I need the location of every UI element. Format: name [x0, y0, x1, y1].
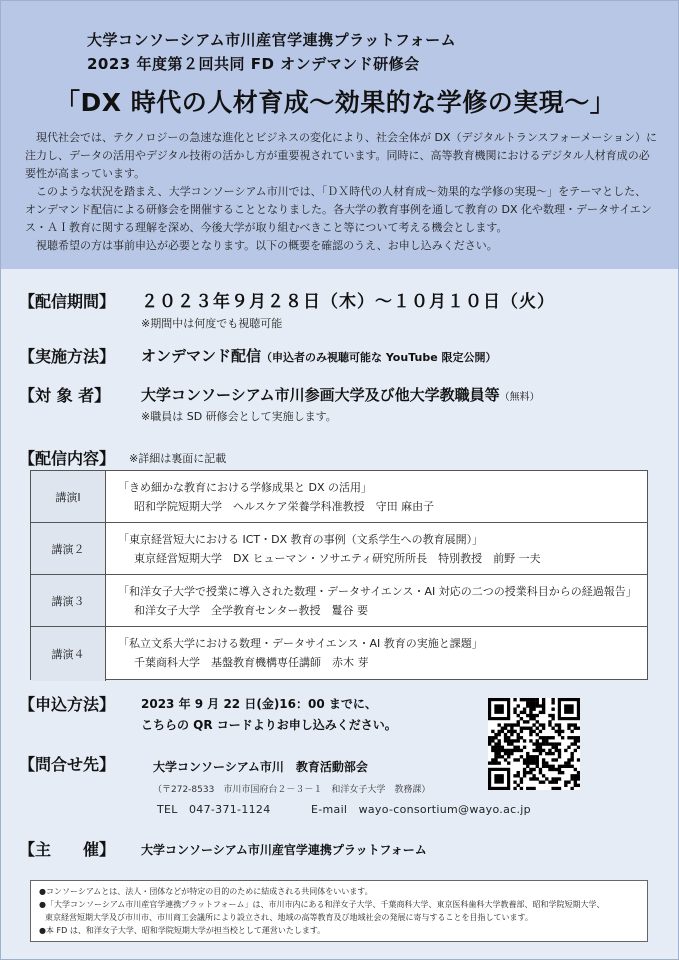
intro-paragraph-2: このような状況を踏まえ、大学コンソーシアム市川では、「ＤＸ時代の人材育成～効果的な学修の実現～」をテーマとした、オンデマンド配信による研修会を開催することとなりました。各大学の教育事例を通して教育の DX 化や数理・データサイエンス・ＡＩ教育に関する理解を深め、今後大学が取り組むべきこと等について考える機会とします。	[25, 185, 652, 234]
contact-label: 【問合せ先】	[19, 755, 116, 774]
lecture-title: 「私立文系大学における数理・データサイエンス・AI 教育の実施と課題」	[118, 637, 483, 650]
host-label: 【主 催】	[19, 840, 116, 859]
lecture-title: 「和洋女子大学で授業に導入された数理・データサイエンス・AI 対応の二つの授業科目からの経過報告」	[118, 585, 637, 598]
intro-paragraph-3: 視聴希望の方は事前申込が必要となります。以下の概要を確認のうえ、お申し込みください。	[36, 239, 498, 252]
lecture-row	[31, 575, 647, 627]
footnote-2-continued: 東京経営短期大学及び市川市、市川商工会議所により設立され、地域の高等教育及び地域社会の発展に寄与することを目指しています。	[45, 913, 533, 922]
lecture-body	[106, 523, 541, 574]
footnotes-box	[30, 880, 648, 942]
contact-name: 大学コンソーシアム市川 教育活動部会	[153, 760, 368, 774]
method-value	[141, 345, 496, 366]
event-name: 2023 年度第２回共同 FD オンデマンド研修会	[87, 55, 420, 73]
period-value: ２０２３年９月２８日（木）～１０月１０日（火）	[141, 292, 555, 312]
target-sub: （無料）	[499, 392, 540, 403]
lecture-title: 「東京経営短大における ICT・DX 教育の事例（文系学生への教育展開）」	[118, 533, 484, 546]
lecture-speaker: 昭和学院短期大学 ヘルスケア栄養学科准教授 守田 麻由子	[134, 500, 435, 513]
contact-email[interactable]: E-mail wayo-consortium@wayo.ac.jp	[311, 803, 531, 816]
qr-code-graphic	[488, 698, 580, 790]
contact-tel: TEL 047-371-1124	[157, 803, 271, 816]
period-note: ※期間中は何度でも視聴可能	[141, 317, 283, 330]
method-main: オンデマンド配信	[141, 347, 262, 365]
lecture-speaker: 東京経営短期大学 DX ヒューマン・ソサエティ研究所所長 特別教授 前野 一夫	[134, 552, 541, 565]
content-note: ※詳細は裏面に記載	[129, 452, 227, 465]
lecture-row	[31, 523, 647, 575]
lecture-number: 講演Ⅰ	[31, 471, 106, 522]
lecture-row	[31, 471, 647, 523]
qr-code[interactable]	[488, 698, 580, 790]
target-value	[141, 384, 540, 405]
lecture-body	[106, 575, 637, 626]
apply-deadline: 2023 年 9 月 22 日(金)16：00 までに、	[141, 697, 377, 711]
target-note: ※職員は SD 研修会として実施します。	[141, 410, 337, 423]
footnote-2: ●「大学コンソーシアム市川産官学連携プラットフォーム」は、市川市内にある和洋女子大学、千葉商科大学、東京医科歯科大学教養部、昭和学院短期大学、	[39, 900, 605, 909]
lecture-speaker: 千葉商科大学 基盤教育機構専任講師 赤木 芽	[134, 656, 369, 669]
lecture-speaker: 和洋女子大学 全学教育センター教授 鬘谷 要	[134, 604, 369, 617]
content-label: 【配信内容】	[19, 449, 116, 468]
lecture-number: 講演３	[31, 575, 106, 626]
method-sub: （申込者のみ視聴可能な YouTube 限定公開）	[261, 351, 497, 364]
lecture-table	[30, 470, 648, 680]
intro-paragraph-1: 現代社会では、テクノロジーの急速な進化とビジネスの変化により、社会全体が DX（デジタルトランスフォーメーション）に注力し、データの活用やデジタル技術の活かし方が重要視されています。同時に、高等教育機関におけるデジタル人材育成の必要性が高まっています。	[25, 131, 657, 180]
contact-address: （〒272-8533 市川市国府台２－３－１ 和洋女子大学 教務課）	[153, 785, 431, 795]
host-value: 大学コンソーシアム市川産官学連携プラットフォーム	[141, 843, 427, 857]
organizer-line: 大学コンソーシアム市川産官学連携プラットフォーム	[87, 31, 457, 49]
footnote-1: ●コンソーシアムとは、法人・団体などが特定の目的のために結成される共同体をいいます。	[39, 887, 373, 896]
lecture-title: 「きめ細かな教育における学修成果と DX の活用」	[118, 481, 372, 494]
apply-instruction: こちらの QR コードよりお申し込みください。	[141, 718, 397, 732]
lecture-body	[106, 471, 434, 522]
lecture-number: 講演２	[31, 523, 106, 574]
method-label: 【実施方法】	[19, 347, 116, 366]
intro-text	[25, 129, 657, 255]
lecture-row	[31, 627, 647, 681]
page-title: 「DX 時代の人材育成～効果的な学修の実現～」	[55, 88, 616, 117]
lecture-body	[106, 627, 483, 681]
apply-label: 【申込方法】	[19, 695, 116, 714]
footnote-3: ●本 FD は、和洋女子大学、昭和学院短期大学が担当校として運営いたします。	[39, 926, 326, 935]
period-label: 【配信期間】	[19, 292, 116, 311]
lecture-number: 講演４	[31, 627, 106, 681]
target-label: 【対 象 者】	[19, 386, 111, 405]
target-main: 大学コンソーシアム市川参画大学及び他大学教職員等	[141, 386, 500, 404]
